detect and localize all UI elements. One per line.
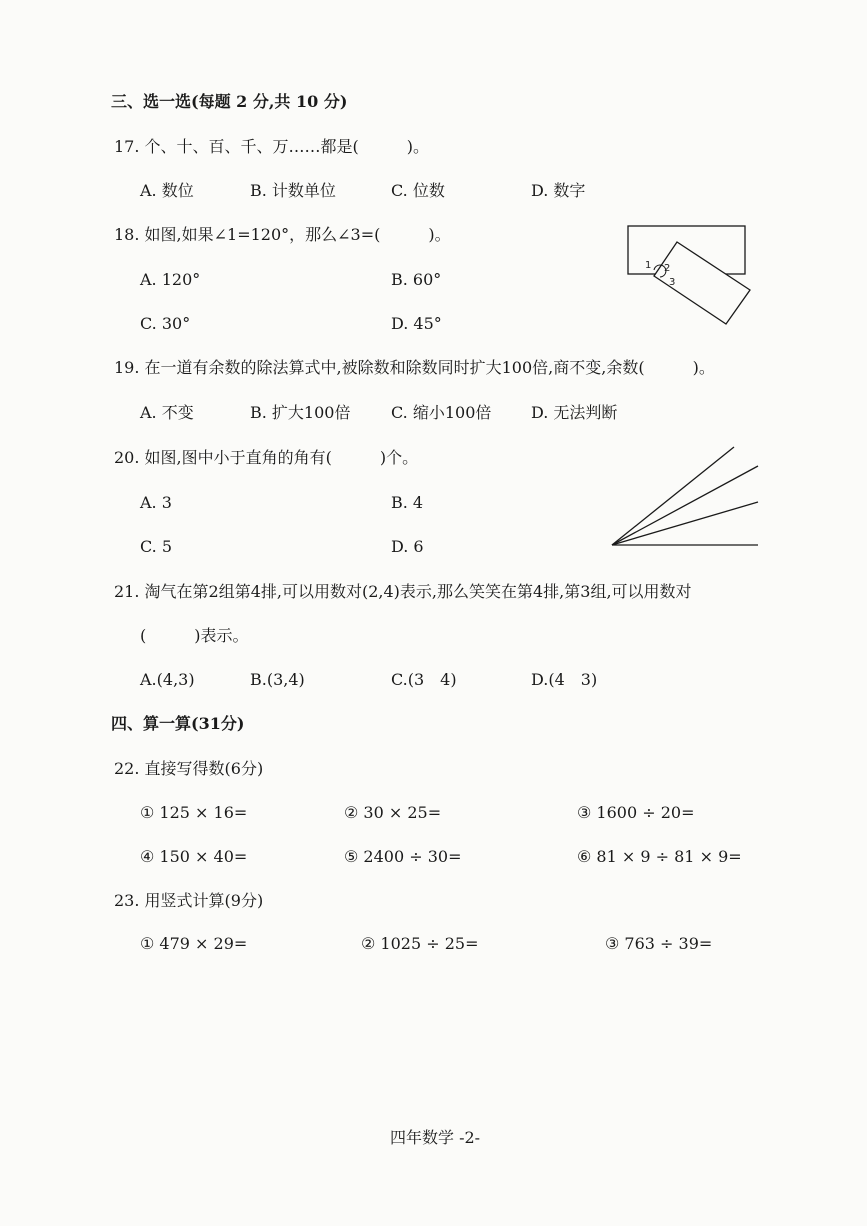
q21-option-c[interactable]: C.(3 4) [391, 670, 457, 689]
q19-option-c[interactable]: C. 缩小100倍 [391, 403, 492, 422]
q20-option-c[interactable]: C. 5 [140, 537, 173, 556]
q17-option-c[interactable]: C. 位数 [391, 181, 445, 200]
q23-title: 23. 用竖式计算(9分) [114, 891, 264, 910]
q20-ray-1 [612, 447, 734, 545]
q22-item-3: ③ 1600 ÷ 20= [577, 803, 695, 822]
q19-option-a[interactable]: A. 不变 [140, 403, 194, 422]
q19-stem: 19. 在一道有余数的除法算式中,被除数和除数同时扩大100倍,商不变,余数( )。 [114, 358, 715, 377]
q17-option-a[interactable]: A. 数位 [140, 181, 194, 200]
q17-stem: 17. 个、十、百、千、万……都是( )。 [114, 137, 430, 156]
q21-option-d[interactable]: D.(4 3) [531, 670, 598, 689]
q18-option-b[interactable]: B. 60° [391, 270, 442, 289]
q21-option-b[interactable]: B.(3,4) [250, 670, 305, 689]
q23-item-1: ① 479 × 29= [140, 934, 248, 953]
q20-rays-figure [608, 444, 763, 554]
q18-angle-figure [620, 220, 760, 330]
q18-option-a[interactable]: A. 120° [140, 270, 201, 289]
q18-angle-label-2: 2 [664, 263, 671, 274]
q22-item-2: ② 30 × 25= [344, 803, 442, 822]
q18-option-c[interactable]: C. 30° [140, 314, 191, 333]
q20-option-b[interactable]: B. 4 [391, 493, 424, 512]
q22-item-4: ④ 150 × 40= [140, 847, 248, 866]
section3-title: 三、选一选(每题 2 分,共 10 分) [111, 92, 348, 111]
q22-item-6: ⑥ 81 × 9 ÷ 81 × 9= [577, 847, 742, 866]
q20-option-a[interactable]: A. 3 [140, 493, 172, 512]
q19-option-d[interactable]: D. 无法判断 [531, 403, 618, 422]
q20-ray-3 [612, 502, 758, 545]
q22-item-1: ① 125 × 16= [140, 803, 248, 822]
q17-option-d[interactable]: D. 数字 [531, 181, 586, 200]
page-footer: 四年数学 -2- [390, 1128, 481, 1147]
q17-option-b[interactable]: B. 计数单位 [250, 181, 336, 200]
section4-title: 四、算一算(31分) [111, 714, 245, 733]
q21-option-a[interactable]: A.(4,3) [140, 670, 195, 689]
q18-stem: 18. 如图,如果∠1=120°，那么∠3=( )。 [114, 225, 451, 244]
q20-option-d[interactable]: D. 6 [391, 537, 424, 556]
q23-item-3: ③ 763 ÷ 39= [605, 934, 713, 953]
q21-stem-line1: 21. 淘气在第2组第4排,可以用数对(2,4)表示,那么笑笑在第4排,第3组,可以用数对 [114, 582, 692, 601]
q22-item-5: ⑤ 2400 ÷ 30= [344, 847, 462, 866]
q18-option-d[interactable]: D. 45° [391, 314, 442, 333]
q23-item-2: ② 1025 ÷ 25= [361, 934, 479, 953]
q19-option-b[interactable]: B. 扩大100倍 [250, 403, 351, 422]
q18-angle-label-1: 1 [645, 260, 652, 271]
q18-angle-label-3: 3 [669, 277, 676, 288]
q22-title: 22. 直接写得数(6分) [114, 759, 264, 778]
q20-stem: 20. 如图,图中小于直角的角有( )个。 [114, 448, 419, 467]
q21-stem-line2: ( )表示。 [140, 626, 249, 645]
q20-ray-2 [612, 466, 758, 545]
